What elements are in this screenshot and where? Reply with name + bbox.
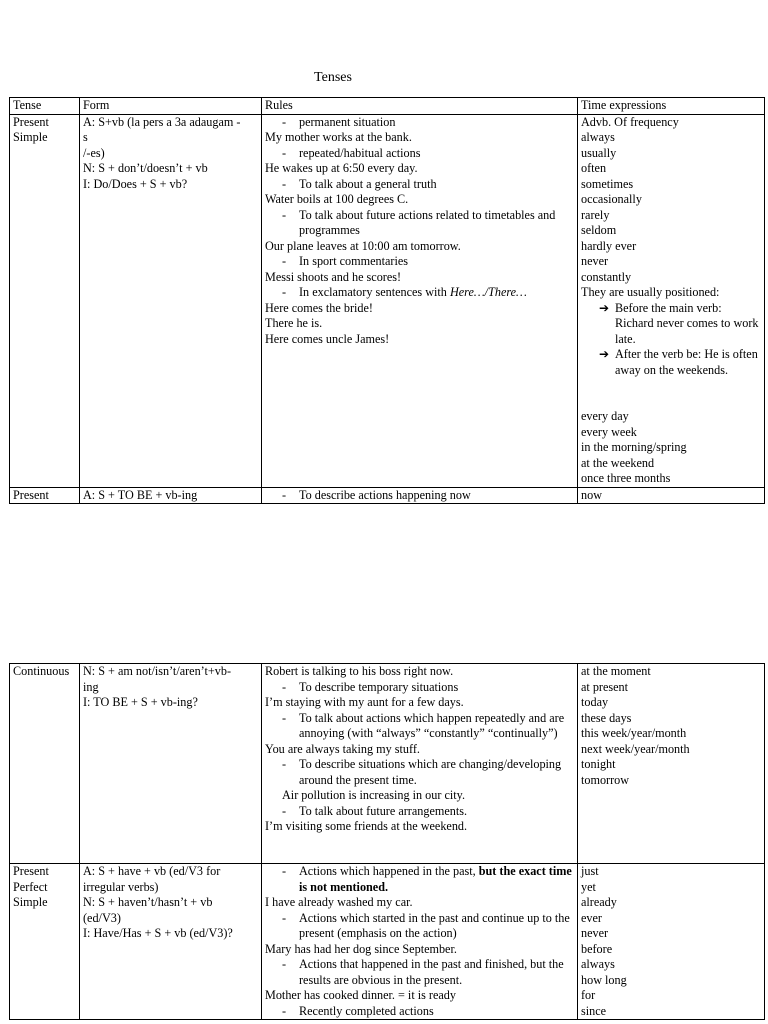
text-line: always xyxy=(581,957,615,971)
text-line: at the moment xyxy=(581,664,651,678)
text-line: N: S + am not/isn’t/aren’t+vb- xyxy=(83,664,232,678)
rule-text-part: In sport commentaries xyxy=(299,254,408,268)
rule-text xyxy=(299,1004,574,1020)
dash-marker: - xyxy=(282,114,287,129)
tenses-table-part1 xyxy=(9,97,765,504)
rule-text xyxy=(299,911,574,942)
rule-text-part: To talk about future actions related to timetables and programmes xyxy=(299,207,556,237)
tense-cell: Continuous xyxy=(10,664,80,864)
text-line: I have already washed my car. xyxy=(265,895,413,909)
text-line: these days xyxy=(581,710,632,725)
text-line: N: S + don’t/doesn’t + vb xyxy=(83,161,208,175)
page-title: Tenses xyxy=(314,70,352,85)
dash-marker: - xyxy=(282,1003,287,1018)
rule-text xyxy=(299,957,574,988)
text-line: Here comes the bride! xyxy=(265,300,373,315)
dash-marker: - xyxy=(282,710,287,725)
text-line: Simple xyxy=(13,895,48,909)
row-present-perfect-simple xyxy=(10,864,765,1020)
text-line: A: S+vb (la pers a 3a adaugam - xyxy=(83,114,241,129)
rules-cell xyxy=(262,487,578,504)
header-row xyxy=(10,98,765,115)
text-line: Messi shoots and he scores! xyxy=(265,269,402,284)
text-line: ing xyxy=(83,679,99,694)
text-line: Robert is talking to his boss right now. xyxy=(265,664,454,678)
text-line: (ed/V3) xyxy=(83,910,121,925)
rule-bullet xyxy=(265,285,574,301)
text-line: I: Have/Has + S + vb (ed/V3)? xyxy=(83,926,233,940)
text-line: once three months xyxy=(581,471,671,485)
text-line: Here comes uncle James! xyxy=(265,331,390,346)
text-line: s xyxy=(83,130,88,144)
rule-bullet xyxy=(265,804,574,820)
time-expressions-cell: now xyxy=(578,487,765,504)
text-line: Simple xyxy=(13,130,48,144)
text-line: next week/year/month xyxy=(581,741,690,756)
text-line: N: S + haven’t/hasn’t + vb xyxy=(83,895,213,909)
row-present-continuous-start xyxy=(10,487,765,504)
arrow-note xyxy=(581,347,761,378)
text-line: seldom xyxy=(581,223,617,237)
rule-bullet xyxy=(265,711,574,742)
text-line: My mother works at the bank. xyxy=(265,130,412,144)
rule-text xyxy=(299,864,574,895)
text-line: for xyxy=(581,988,596,1002)
rules-cell xyxy=(262,664,578,864)
rule-text-part: Recently completed actions xyxy=(299,1003,434,1018)
text-line: I’m staying with my aunt for a few days. xyxy=(265,695,464,709)
dash-marker: - xyxy=(282,176,287,191)
rule-text-bold: but the exact time is not mentioned. xyxy=(299,864,572,894)
rule-text: To describe actions happening now xyxy=(299,487,471,502)
time-expressions-cell xyxy=(578,114,765,487)
tense-cell: Present xyxy=(10,487,80,504)
rule-text xyxy=(299,804,574,820)
rule-text-part: permanent situation xyxy=(299,114,396,129)
dash-marker: - xyxy=(282,957,287,971)
text-line: /-es) xyxy=(83,145,105,160)
dash-marker: - xyxy=(282,207,287,222)
arrow-icon: ➔ xyxy=(599,300,610,315)
text-line: A: S + have + vb (ed/V3 for xyxy=(83,864,221,878)
rule-text-part: Actions which started in the past and continue up to the present (emphasis on the action) xyxy=(299,910,570,940)
time-list-top xyxy=(581,115,761,301)
text-line: They are usually positioned: xyxy=(581,285,720,299)
rules-cell xyxy=(262,114,578,487)
text-line: at present xyxy=(581,679,629,694)
rule-text xyxy=(299,254,574,270)
dash-marker: - xyxy=(282,757,287,771)
rule-bullet xyxy=(265,757,574,788)
text-line: irregular verbs) xyxy=(83,879,159,894)
form-cell xyxy=(80,114,262,487)
row-present-continuous xyxy=(10,664,765,864)
rule-text xyxy=(299,115,574,131)
rule-text-part: Actions that happened in the past and finished, but the results are obvious in the present. xyxy=(299,957,564,987)
rule-text-part: To talk about a general truth xyxy=(299,176,437,191)
dash-marker: - xyxy=(282,803,287,818)
rule-text xyxy=(299,146,574,162)
text-line: I: TO BE + S + vb-ing? xyxy=(83,695,198,709)
text-line: tonight xyxy=(581,757,616,771)
text-line: occasionally xyxy=(581,192,642,206)
text-line: ever xyxy=(581,910,602,925)
header-rules: Rules xyxy=(262,98,578,115)
rule-text xyxy=(299,177,574,193)
arrow-note-text: After the verb be: He is often away on the weekends. xyxy=(615,347,758,377)
text-line: never xyxy=(581,926,609,940)
text-line: hardly ever xyxy=(581,238,637,253)
rule-text-part: To describe temporary situations xyxy=(299,679,459,694)
text-line: this week/year/month xyxy=(581,726,687,740)
rule-text xyxy=(299,285,574,301)
rule-bullet xyxy=(265,911,574,942)
tenses-table-part2 xyxy=(9,663,765,1020)
rule-text xyxy=(299,711,574,742)
text-line: Advb. Of frequency xyxy=(581,114,679,129)
text-line: since xyxy=(581,1003,607,1018)
rule-text-part: To talk about future arrangements. xyxy=(299,803,468,818)
text-line: every day xyxy=(581,409,629,423)
header-form: Form xyxy=(80,98,262,115)
header-tense: Tense xyxy=(10,98,80,115)
text-line: never xyxy=(581,254,609,268)
spacer xyxy=(581,378,761,409)
text-line: You are always taking my stuff. xyxy=(265,741,420,756)
rule-text-part: repeated/habitual actions xyxy=(299,145,421,160)
text-line: yet xyxy=(581,879,596,894)
text-line: how long xyxy=(581,972,627,987)
rule-bullet xyxy=(265,864,574,895)
text-line: just xyxy=(581,864,599,878)
tense-cell xyxy=(10,114,80,487)
text-line: every week xyxy=(581,424,637,439)
rule-text-part: To talk about actions which happen repeatedly and are annoying (with “always” “constantly” “continually”) xyxy=(299,710,565,740)
rule-bullet xyxy=(265,1004,574,1020)
text-line: Present xyxy=(13,864,49,878)
rule-bullet xyxy=(265,146,574,162)
text-line: in the morning/spring xyxy=(581,440,687,454)
text-line: Water boils at 100 degrees C. xyxy=(265,192,409,206)
rule-bullet xyxy=(265,208,574,239)
text-line: He wakes up at 6:50 every day. xyxy=(265,161,418,175)
rule-text xyxy=(299,757,574,788)
text-line: at the weekend xyxy=(581,455,655,470)
tense-cell xyxy=(10,864,80,1020)
text-line: I’m visiting some friends at the weekend. xyxy=(265,819,468,833)
text-line: already xyxy=(581,895,617,909)
rule-bullet xyxy=(265,488,574,504)
dash-marker: - xyxy=(282,487,287,502)
time-list-bottom xyxy=(581,409,761,487)
text-line: always xyxy=(581,130,615,144)
rule-text-part: Actions which happened in the past, xyxy=(299,864,479,878)
row-present-simple xyxy=(10,114,765,487)
rule-text-part: In exclamatory sentences with xyxy=(299,285,450,299)
arrow-note xyxy=(581,301,761,348)
time-expressions-cell xyxy=(578,864,765,1020)
arrow-note-text: Before the main verb: Richard never comes to work late. xyxy=(615,300,759,346)
text-line: Perfect xyxy=(13,879,48,894)
text-line: rarely xyxy=(581,207,610,222)
rule-text-italic: Here…/There… xyxy=(449,285,527,299)
text-line: Mother has cooked dinner. = it is ready xyxy=(265,988,456,1002)
text-line: There he is. xyxy=(265,316,323,330)
text-line: tomorrow xyxy=(581,772,630,787)
time-expressions-cell xyxy=(578,664,765,864)
rule-bullet xyxy=(265,254,574,270)
dash-marker: - xyxy=(282,864,287,878)
text-line: before xyxy=(581,941,613,956)
header-time-expressions: Time expressions xyxy=(578,98,765,115)
form-cell xyxy=(80,664,262,864)
dash-marker: - xyxy=(282,145,287,160)
rule-bullet xyxy=(265,957,574,988)
form-cell xyxy=(80,864,262,1020)
text-line: constantly xyxy=(581,269,632,284)
text-line: today xyxy=(581,695,609,709)
text-line: Mary has had her dog since September. xyxy=(265,941,457,956)
text-line: usually xyxy=(581,145,617,160)
rule-bullet xyxy=(265,680,574,696)
dash-marker: - xyxy=(282,254,287,268)
text-line: Present xyxy=(13,114,49,129)
dash-marker: - xyxy=(282,910,287,925)
arrow-icon: ➔ xyxy=(599,347,610,361)
text-line: I: Do/Does + S + vb? xyxy=(83,176,188,191)
rule-bullet xyxy=(265,115,574,131)
position-notes xyxy=(581,301,761,379)
rule-text-part: To describe situations which are changing/developing around the present time. xyxy=(299,757,562,787)
indented-example: Air pollution is increasing in our city. xyxy=(282,788,466,802)
text-line: Our plane leaves at 10:00 am tomorrow. xyxy=(265,238,461,253)
rule-text xyxy=(299,208,574,239)
rule-bullet xyxy=(265,177,574,193)
dash-marker: - xyxy=(282,285,287,299)
text-line: often xyxy=(581,161,607,175)
rules-cell xyxy=(262,864,578,1020)
rule-text xyxy=(299,680,574,696)
form-cell: A: S + TO BE + vb-ing xyxy=(80,487,262,504)
text-line: sometimes xyxy=(581,176,634,191)
dash-marker: - xyxy=(282,679,287,694)
